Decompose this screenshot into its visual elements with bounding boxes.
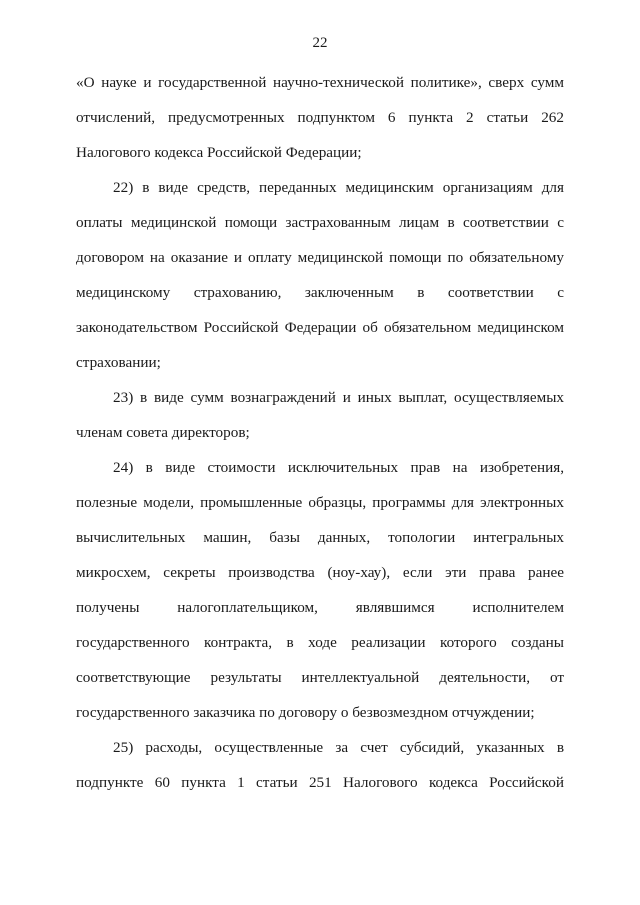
text-line: 23) в виде сумм вознаграждений и иных выплат, осуществляемых: [113, 389, 564, 406]
text-line: микросхем, секреты производства (ноу-хау), если эти права ранее: [76, 564, 564, 581]
text-line: 22) в виде средств, переданных медицинским организациям для: [113, 179, 564, 196]
text-line: Налогового кодекса Российской Федерации;: [76, 144, 362, 161]
text-line: государственного заказчика по договору о безвозмездном отчуждении;: [76, 704, 535, 721]
text-line: законодательством Российской Федерации об обязательном медицинском: [76, 319, 564, 336]
text-line: договором на оказание и оплату медицинской помощи по обязательному: [76, 249, 564, 266]
text-line: соответствующие результаты интеллектуальной деятельности, от: [76, 669, 564, 686]
page-number: 22: [312, 35, 328, 51]
text-line: страховании;: [76, 354, 161, 371]
text-line: «О науке и государственной научно-технической политике», сверх сумм: [76, 74, 564, 91]
text-line: 25) расходы, осуществленные за счет субсидий, указанных в: [113, 739, 564, 756]
text-line: государственного контракта, в ходе реализации которого созданы: [76, 634, 564, 651]
text-line: медицинскому страхованию, заключенным в соответствии с: [76, 284, 564, 301]
text-line: 24) в виде стоимости исключительных прав на изобретения,: [113, 459, 564, 476]
text-line: получены налогоплательщиком, являвшимся исполнителем: [76, 599, 564, 616]
text-line: членам совета директоров;: [76, 424, 250, 441]
text-line: полезные модели, промышленные образцы, программы для электронных: [76, 494, 564, 511]
text-line: вычислительных машин, базы данных, топологии интегральных: [76, 529, 564, 546]
text-line: оплаты медицинской помощи застрахованным лицам в соответствии с: [76, 214, 564, 231]
text-line: отчислений, предусмотренных подпунктом 6 пункта 2 статьи 262: [76, 109, 564, 126]
text-line: подпункте 60 пункта 1 статьи 251 Налогового кодекса Российской: [76, 774, 564, 791]
